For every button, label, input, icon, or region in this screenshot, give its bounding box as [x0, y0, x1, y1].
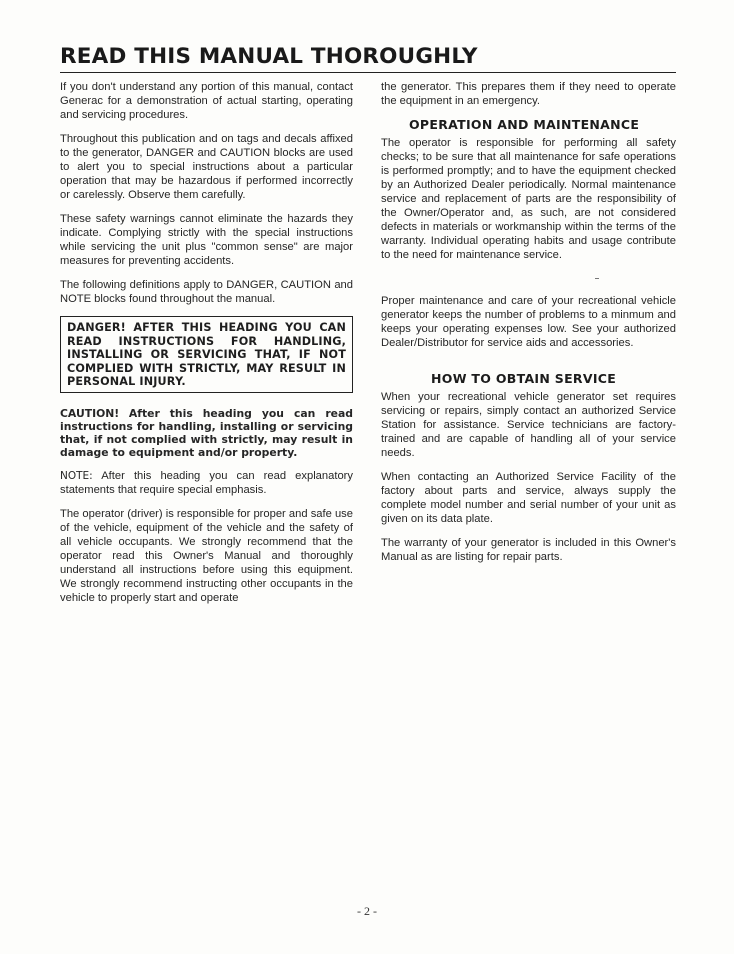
- left-column: [60, 80, 353, 615]
- stray-mark: [381, 272, 676, 294]
- caution-label: CAUTION!: [60, 406, 120, 420]
- definitions-paragraph: The following definitions apply to DANGER, CAUTION and NOTE blocks found throughout the manual.: [60, 279, 353, 305]
- danger-caution-paragraph: Throughout this publication and on tags and decals affixed to the generator, DANGER and CAUTION blocks are used to alert you to special instructions about a particular operation that may be hazardous if performed incorrectly or carelessly. Observe them carefully.: [60, 133, 353, 201]
- note-label: NOTE:: [60, 469, 93, 482]
- danger-box: DANGER! AFTER THIS HEADING YOU CAN READ INSTRUCTIONS FOR HANDLING, INSTALLING OR SERVICING THAT, IF NOT COMPLIED WITH STRICTLY, MAY RESULT IN PERSONAL INJURY.: [60, 316, 353, 393]
- title-rule: [60, 72, 676, 73]
- page-number: - 2 -: [357, 904, 377, 918]
- proper-maintenance-paragraph: Proper maintenance and care of your recreational vehicle generator keeps the number of problems to a minmum and keeps your operating expenses low. See your authorized Dealer/Distributor for service aids and accessories.: [381, 295, 676, 349]
- operation-maintenance-heading: OPERATION AND MAINTENANCE: [409, 117, 640, 132]
- safety-warnings-paragraph: These safety warnings cannot eliminate the hazards they indicate. Complying strictly with the special instructions while servicing the unit plus "common sense" are major measures for preventing accidents.: [60, 213, 353, 267]
- note-text: After this heading you can read explanatory statements that require special emphasis.: [60, 469, 353, 496]
- warranty-paragraph: The warranty of your generator is included in this Owner's Manual as are listing for repair parts.: [381, 537, 676, 563]
- obtain-service-heading: HOW TO OBTAIN SERVICE: [431, 371, 617, 386]
- intro-paragraph: If you don't understand any portion of this manual, contact Generac for a demonstration of actual starting, operating and servicing procedures.: [60, 81, 353, 121]
- service-paragraph: When your recreational vehicle generator set requires servicing or repairs, simply contact an authorized Service Station for assistance. Service technicians are factory-trained and are capable of handling all of your service needs.: [381, 391, 676, 459]
- caution-paragraph: [60, 407, 353, 459]
- contacting-service-paragraph: When contacting an Authorized Service Facility of the factory about parts and service, always supply the complete model number and serial number of your unit as given on its data plate.: [381, 471, 676, 525]
- page-title: READ THIS MANUAL THOROUGHLY: [60, 44, 478, 69]
- continued-paragraph: the generator. This prepares them if they need to operate the equipment in an emergency.: [381, 81, 676, 107]
- operator-checks-paragraph: The operator is responsible for performing all safety checks; to be sure that all maintenance for safe operations is performed promptly; and to have the equipment checked by an Authorized Dealer periodically. Normal maintenance service and replacement of parts are the responsibility of the Owner/Operator and, as such, are not considered defects in materials or workmanship within the terms of the warranty. Individual operating habits and usage contribute to the need for maintenance service.: [381, 137, 676, 261]
- right-column: [381, 80, 676, 574]
- note-paragraph: [60, 469, 353, 497]
- operator-responsibility-paragraph: The operator (driver) is responsible for proper and safe use of the vehicle, equipment of the vehicle and the safety of all vehicle occupants. We strongly recommend that the operator read this Owner's Manual and thoroughly understand all instructions before using this equipment. We strongly recommend instructing other occupants in the vehicle to properly start and operate: [60, 507, 353, 604]
- caution-text: After this heading you can read instructions for handling, installing or servicing that, if not complied with strictly, may result in damage to equipment and/or property.: [60, 406, 354, 459]
